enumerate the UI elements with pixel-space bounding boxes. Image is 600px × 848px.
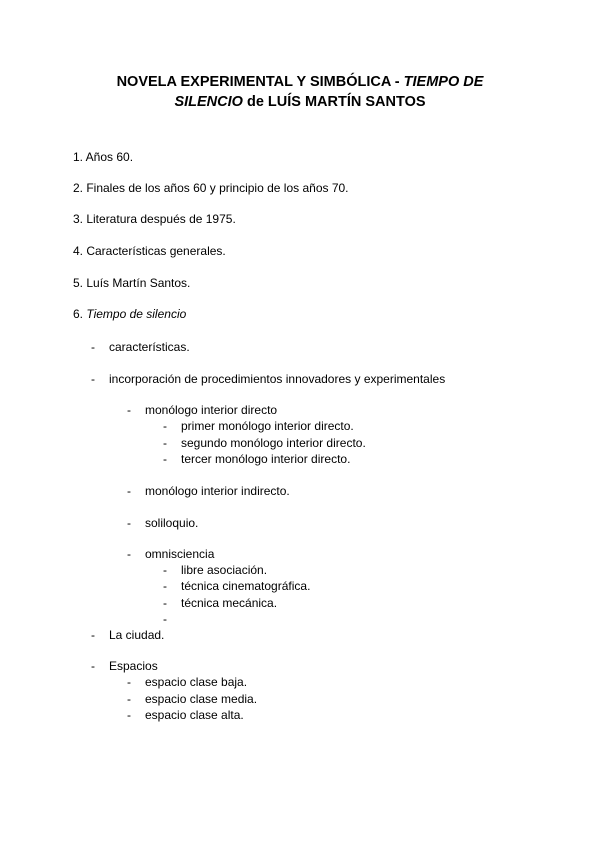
section-6-number: 6.: [73, 307, 87, 321]
list-dash: -: [163, 563, 167, 577]
list-dash: -: [163, 612, 167, 626]
list-item: características.: [109, 340, 190, 354]
section-4: 4. Características generales.: [73, 244, 226, 258]
title-italic-text: TIEMPO DE: [403, 74, 484, 90]
list-dash: -: [127, 547, 131, 561]
list-item: omnisciencia: [145, 547, 215, 561]
section-3: 3. Literatura después de 1975.: [73, 212, 236, 226]
section-6: [73, 307, 186, 322]
list-dash: -: [127, 692, 131, 706]
list-dash: -: [163, 596, 167, 610]
list-item: tercer monólogo interior directo.: [181, 452, 351, 466]
list-item: La ciudad.: [109, 628, 165, 642]
list-dash: -: [91, 628, 95, 642]
list-item: primer monólogo interior directo.: [181, 419, 354, 433]
list-item: espacio clase media.: [145, 692, 258, 706]
list-item: libre asociación.: [181, 563, 268, 577]
list-dash: -: [91, 372, 95, 386]
list-dash: -: [127, 675, 131, 689]
list-item: Espacios: [109, 659, 158, 673]
title-text: NOVELA EXPERIMENTAL Y SIMBÓLICA -: [116, 74, 404, 90]
list-dash: -: [91, 659, 95, 673]
title-italic-text-2: SILENCIO: [174, 94, 243, 110]
list-dash: -: [127, 516, 131, 530]
list-item: monólogo interior indirecto.: [145, 484, 290, 498]
document-title: [0, 72, 600, 112]
list-item: monólogo interior directo: [145, 403, 278, 417]
title-line-2: [0, 92, 600, 112]
list-item: soliloquio.: [145, 516, 199, 530]
section-5: 5. Luís Martín Santos.: [73, 276, 191, 290]
list-item: segundo monólogo interior directo.: [181, 436, 366, 450]
list-dash: -: [127, 484, 131, 498]
list-dash: -: [127, 403, 131, 417]
list-item: técnica mecánica.: [181, 596, 278, 610]
list-item: técnica cinematográfica.: [181, 579, 311, 593]
title-author: de LUÍS MARTÍN SANTOS: [242, 94, 426, 110]
list-dash: -: [127, 708, 131, 722]
list-dash: -: [163, 579, 167, 593]
section-6-title: Tiempo de silencio: [86, 307, 187, 321]
list-item: incorporación de procedimientos innovadores y experimentales: [109, 372, 446, 386]
list-item: espacio clase baja.: [145, 675, 248, 689]
list-item: espacio clase alta.: [145, 708, 244, 722]
list-dash: -: [163, 419, 167, 433]
list-dash: -: [91, 340, 95, 354]
section-2: 2. Finales de los años 60 y principio de los años 70.: [73, 181, 349, 195]
list-dash: -: [163, 452, 167, 466]
list-dash: -: [163, 436, 167, 450]
title-line-1: [0, 72, 600, 92]
section-1: 1. Años 60.: [73, 150, 134, 164]
